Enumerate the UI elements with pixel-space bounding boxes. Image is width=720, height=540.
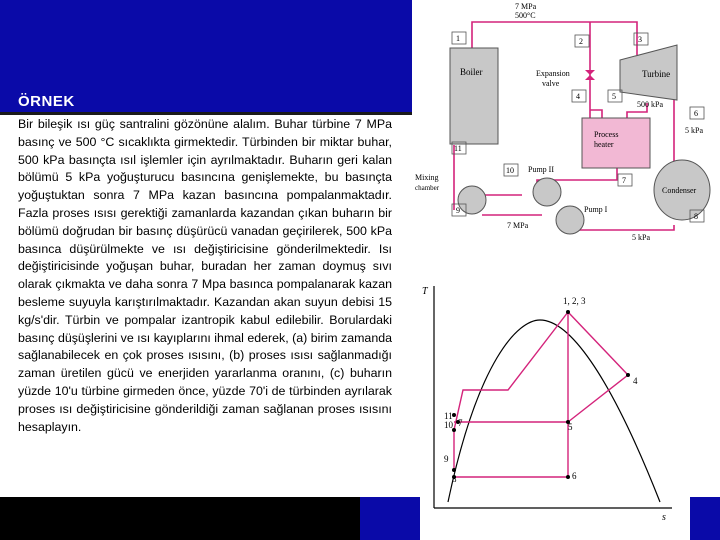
state-label-2: 2 xyxy=(579,37,583,46)
label-9: 9 xyxy=(444,454,449,464)
ts-diagram xyxy=(418,280,676,530)
mixing-chamber xyxy=(458,186,486,214)
process-heater-label-2: heater xyxy=(594,140,614,149)
footer-accent-right xyxy=(690,497,720,540)
mixing-chamber-label-2: chamber xyxy=(415,184,440,192)
label-4: 4 xyxy=(633,376,638,386)
point-4 xyxy=(626,373,630,377)
footer-bar xyxy=(0,497,360,540)
label-6: 6 xyxy=(572,471,577,481)
expansion-valve-label-2: valve xyxy=(542,79,560,88)
pump-2-label: Pump II xyxy=(528,165,554,174)
state-label-9: 9 xyxy=(456,206,460,215)
label-1-2-3: 1, 2, 3 xyxy=(563,296,586,306)
low-pressure-label: 5 kPa xyxy=(632,233,650,242)
label-8: 8 xyxy=(452,474,457,484)
process-heater-label: Process xyxy=(594,130,619,139)
point-1-2-3 xyxy=(566,310,570,314)
mid-pressure-label: 500 kPa xyxy=(637,100,663,109)
condenser-pressure-label: 5 kPa xyxy=(685,126,703,135)
state-label-7: 7 xyxy=(622,176,626,185)
label-11: 11 xyxy=(444,411,453,421)
condenser-label: Condenser xyxy=(662,186,697,195)
saturation-dome xyxy=(448,320,660,502)
footer-accent-left xyxy=(360,497,420,540)
boiler xyxy=(450,48,498,144)
problem-statement: Bir bileşik ısı güç santralini gözönüne alalım. Buhar türbine 7 MPa basınç ve 500 °C sıcaklıkta girmektedir. Türbinden bir miktar buhar, 500 kPa basınçta ısıl işlemler için ayrılmaktadır. Buharın geri kalan bölümü 5 kPa yoğuşturucu basıncına genişlemekte, bu basınçta yoğuştuktan sonra 7 MPa kazan basıncına pompalanmaktadır. Fazla proses ısısı gerektiği zamanlarda kazandan çıkan buharın bir bölümü doğrudan bir basınç düşürücü vanadan geçirilerek, 500 kPa basınca düşürülmekte ve ısı değiştiricisine gönderilmektedir. Isı değiştiricisinde yoğuşan buhar, buradan her zaman doymuş sıvı olarak çıkmakta ve daha sonra 7 Mpa basınca pompalanarak kazan besleme suyuyla karıştırılmaktadır. Kazandan akan suyun debisi 15 kg/s'dir. Türbin ve pompalar izantropik kabul edilebilir. Borulardaki basınç düşüşlerini ve ısı kayıplarını ihmal ederek, (a) birim zamanda sağlanabilecek en çok proses ısısını, (b) proses ısısı sağlanmadığı zaman üretilen gücü ve enerjiden yararlanma oranını, (c) buharın yüzde 10'u türbine girmeden önce, yüzde 70'i de türbinden ayrılarak proses ısı değiştiricisine gönderildiği zaman sağlanan proses ısısını hesaplayın. xyxy=(18,117,392,434)
pump-1-icon xyxy=(556,206,584,234)
expansion-valve-icon xyxy=(585,70,595,80)
top-pressure-label: 7 MPa xyxy=(515,2,537,11)
t-axis-label: T xyxy=(422,286,428,297)
point-9 xyxy=(452,468,456,472)
pump-2-icon xyxy=(533,178,561,206)
state-label-4: 4 xyxy=(576,92,580,101)
top-temperature-label: 500°C xyxy=(515,11,536,20)
state-label-5: 5 xyxy=(612,92,616,101)
label-5: 5 xyxy=(568,422,573,432)
point-6 xyxy=(566,475,570,479)
boiler-label: Boiler xyxy=(460,67,483,77)
s-axis-label: s xyxy=(662,512,666,523)
label-7: 7 xyxy=(458,418,463,428)
title-divider xyxy=(0,112,412,115)
state-label-10: 10 xyxy=(506,166,514,175)
mixing-chamber-label: Mixing xyxy=(415,173,439,182)
turbine-label: Turbine xyxy=(642,69,671,79)
process-heater xyxy=(582,118,650,168)
state-label-6: 6 xyxy=(694,109,698,118)
pump-1-label: Pump I xyxy=(584,205,608,214)
state-label-3: 3 xyxy=(638,35,642,44)
state-label-1: 1 xyxy=(456,34,460,43)
slide-heading: ÖRNEK xyxy=(18,93,75,110)
cogeneration-schematic xyxy=(412,0,720,268)
pump-pressure-label: 7 MPa xyxy=(507,221,529,230)
expansion-valve-label: Expansion xyxy=(536,69,570,78)
label-10: 10 xyxy=(444,420,453,430)
state-label-8: 8 xyxy=(694,212,698,221)
state-label-11: 11 xyxy=(454,144,462,153)
